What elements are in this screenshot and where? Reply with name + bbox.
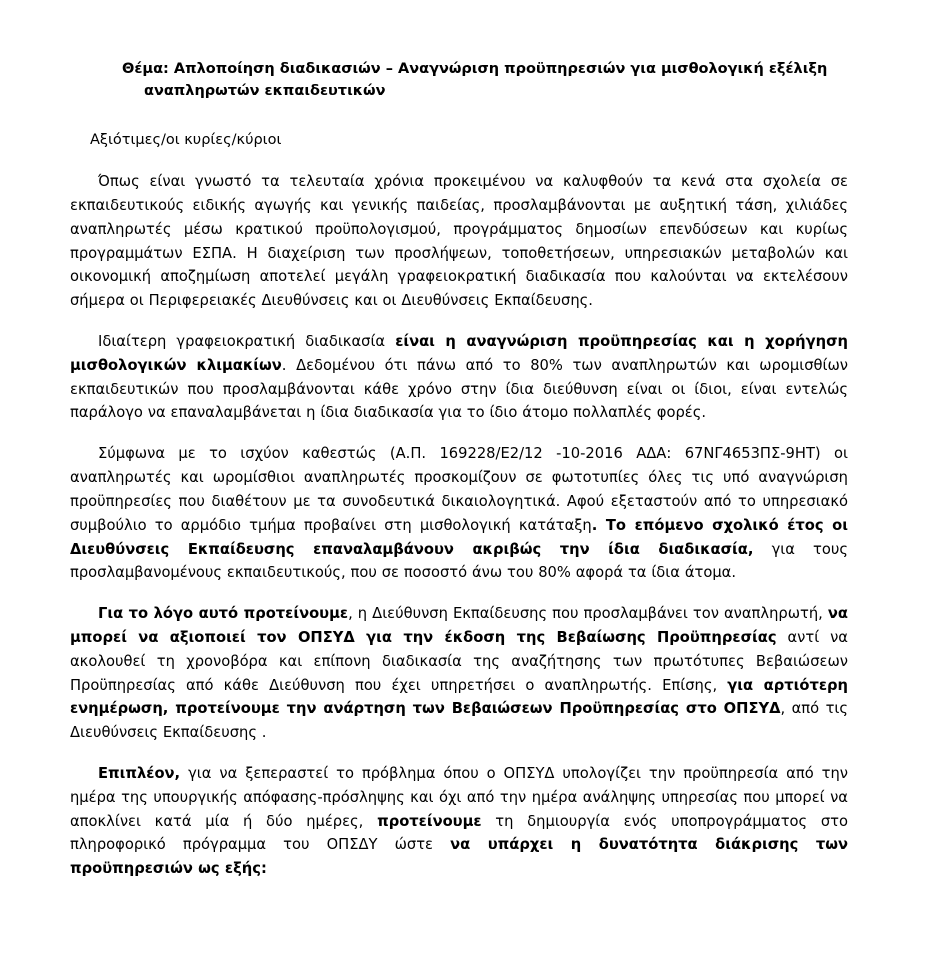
document-body [70, 58, 848, 881]
paragraph-list [70, 170, 848, 881]
paragraph-3: Σύμφωνα με το ισχύον καθεστώς (Α.Π. 169228/Ε2/12 -10-2016 ΑΔΑ: 67ΝΓ4653ΠΣ-9ΗΤ) οι αναπληρωτές και ωρομίσθιοι αναπληρωτές προσκομίζουν σε φωτοτυπίες όλες τις υπό αναγνώριση προϋπηρεσίες που διαθέτουν με τα συνοδευτικά δικαιολογητικά. Αφού εξεταστούν από το υπηρεσιακό συμβούλιο το αρμόδιο τμήμα προβαίνει στη μισθολογική κατάταξη. Το επόμενο σχολικό έτος οι Διευθύνσεις Εκπαίδευσης επαναλαμβάνουν ακριβώς την ίδια διαδικασία, για τους προσλαμβανομένους εκπαιδευτικούς, που σε ποσοστό άνω του 80% αφορά τα ίδια άτομα. [70, 445, 849, 582]
paragraph-1: Όπως είναι γνωστό τα τελευταία χρόνια προκειμένου να καλυφθούν τα κενά στα σχολεία σε εκπαιδευτικούς ειδικής αγωγής και γενικής παιδείας, προσλαμβάνονται με αυξητική τάση, χιλιάδες αναπληρωτές μέσω κρατικού προϋπολογισμού, προγράμματος δημοσίων επενδύσεων και κυρίως προγραμμάτων ΕΣΠΑ. Η διαχείριση των προσλήψεων, τοποθετήσεων, υπηρεσιακών μεταβολών και οικονομική αποζημίωση αποτελεί μεγάλη γραφειοκρατική διαδικασία που καλούνται να εκτελέσουν σήμερα οι Περιφερειακές Διευθύνσεις και οι Διευθύνσεις Εκπαίδευσης. [70, 173, 848, 310]
subject-line-1: Απλοποίηση διαδικασιών – Αναγνώριση προϋπηρεσιών για μισθολογική εξέλιξη [173, 61, 828, 77]
subject-label: Θέμα: [122, 61, 169, 77]
salutation: Αξιότιμες/οι κυρίες/κύριοι [90, 131, 282, 148]
paragraph-2: Ιδιαίτερη γραφειοκρατική διαδικασία είναι η αναγνώριση προϋπηρεσίας και η χορήγηση μισθολογικών κλιμακίων. Δεδομένου ότι πάνω από το 80% των αναπληρωτών και ωρομισθίων εκπαιδευτικών που προσλαμβάνονται κάθε χρόνο στην ίδια διεύθυνση είναι οι ίδιοι, είναι εντελώς παράλογο να επαναλαμβάνεται η ίδια διαδικασία για το ίδιο άτομο πολλαπλές φορές. [70, 333, 848, 422]
paragraph-5: Επιπλέον, για να ξεπεραστεί το πρόβλημα όπου ο ΟΠΣΥΔ υπολογίζει την προϋπηρεσία από την ημέρα της υπουργικής απόφασης-πρόσληψης και όχι από την ημέρα ανάληψης υπηρεσίας που μπορεί να αποκλίνει κατά μία ή δύο ημέρες, προτείνουμε τη δημιουργία ενός υποπρογράμματος στο πληροφορικό πρόγραμμα του ΟΠΣΔΥ ώστε να υπάρχει η δυνατότητα διάκρισης των προϋπηρεσιών ως εξής: [70, 765, 849, 878]
subject-line-2: αναπληρωτών εκπαιδευτικών [144, 83, 386, 100]
document-subject [70, 58, 848, 103]
paragraph-4: Για το λόγο αυτό προτείνουμε, η Διεύθυνση Εκπαίδευσης που προσλαμβάνει τον αναπληρωτή, να μπορεί να αξιοποιεί τον ΟΠΣΥΔ για την έκδοση της Βεβαίωσης Προϋπηρεσίας αντί να ακολουθεί τη χρονοβόρα και επίπονη διαδικασία της αναζήτησης των πρωτότυπες Βεβαιώσεων Προϋπηρεσίας από κάθε Διεύθυνση που έχει υπηρετήσει ο αναπληρωτής. Επίσης, για αρτιότερη ενημέρωση, προτείνουμε την ανάρτηση των Βεβαιώσεων Προϋπηρεσίας στο ΟΠΣΥΔ, από τις Διευθύνσεις Εκπαίδευσης . [70, 605, 849, 742]
